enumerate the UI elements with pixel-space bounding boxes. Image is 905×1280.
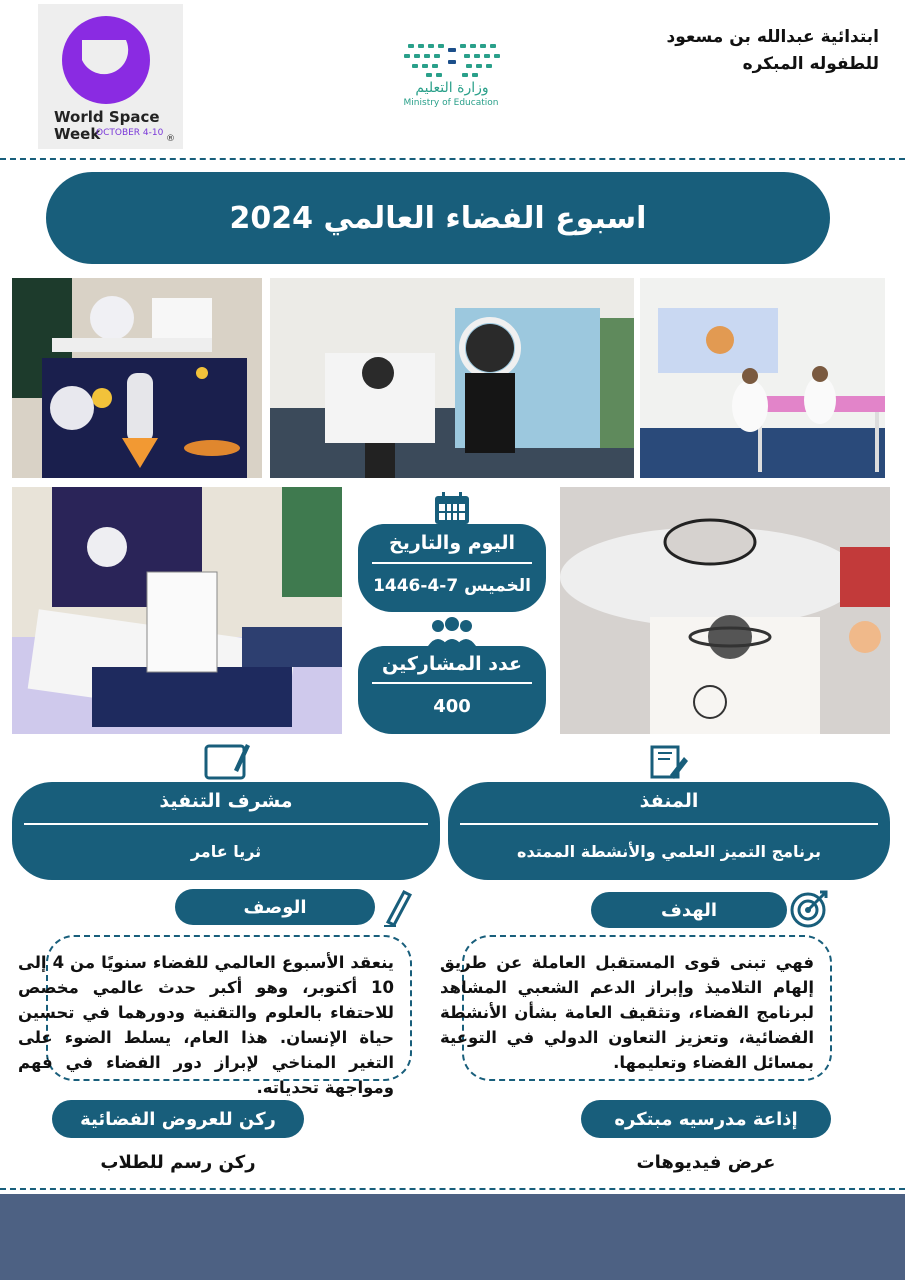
page-title: اسبوع الفضاء العالمي 2024 [46,172,830,264]
photo-classroom-projector [640,278,885,478]
wsw-title-line1: World Space [54,108,160,126]
participants-value: 400 [433,695,471,717]
description-label: الوصف [175,889,375,925]
tablet-pen-icon [204,740,252,782]
supervisor-heading: مشرف التنفيذ [159,790,293,812]
school-name-line2: للطفوله المبكره [742,54,879,74]
target-icon [790,888,830,928]
executor-value: برنامج التميز العلمي والأنشطة الممتده [517,842,821,861]
header-divider [0,158,905,160]
school-name-line1: ابتدائية عبدالله بن مسعود [666,27,879,47]
world-space-week-ring-icon [54,16,150,108]
ministry-logo-icon [402,40,502,80]
executor-heading: المنفذ [639,790,699,812]
date-heading: اليوم والتاريخ [389,532,515,554]
wsw-registered-mark: ® [166,134,175,144]
description-text: ينعقد الأسبوع العالمي للفضاء سنويًا من 4 إلى 10 أكتوبر، وهو أكبر حدث عالمي مخصص للاحتفاء بالعلوم والتقنية ودورهما في تحسين حياة الإنسان. هذا العام، يسلط الضوء على التغير المناخي لإبراز دور الفضاء في فهم ومواجهة تحدياته. [18,953,395,1097]
footer-divider [0,1188,905,1190]
photo-astronaut-display [12,278,262,478]
photo-astronaut-cutouts [560,487,890,734]
ministry-name-english: Ministry of Education [403,98,499,108]
corner-label: ركن للعروض الفضائية [52,1100,304,1138]
people-icon [426,616,478,648]
supervisor-divider [24,823,428,825]
ministry-name-arabic: وزارة التعليم [415,80,489,96]
radio-value: عرض فيديوهات [636,1152,776,1173]
wsw-title-line2: Week [54,125,101,143]
radio-label: إذاعة مدرسيه مبتكره [581,1100,831,1138]
supervisor-name: ثريا عامر [190,842,262,861]
school-name [667,24,880,78]
photo-drawing-table [12,487,342,734]
date-value: الخميس 7-4-1446 [373,576,531,596]
calendar-icon [433,492,471,526]
corner-value: ركن رسم للطلاب [100,1152,256,1173]
footer-band [0,1194,905,1280]
world-space-week-logo [38,4,183,149]
wsw-dates: OCTOBER 4-10 [96,128,164,138]
pen-icon [382,888,412,928]
edit-note-icon [650,745,690,783]
goal-text: فهي تبنى قوى المستقبل العاملة عن طريق إلهام التلاميذ وإبراز الدعم الشعبي المشاهد لبرنامج الفضاء، وتثقيف العامة بشأن الأنشطة الفضائية، وتعزيز التعاون الدولي في التوعية بمسائل الفضاء وتعليمها. [440,953,814,1072]
executor-divider [460,823,878,825]
participants-heading: عدد المشاركين [381,653,522,675]
photo-students-astronaut-boards [270,278,634,478]
goal-label: الهدف [591,892,787,928]
